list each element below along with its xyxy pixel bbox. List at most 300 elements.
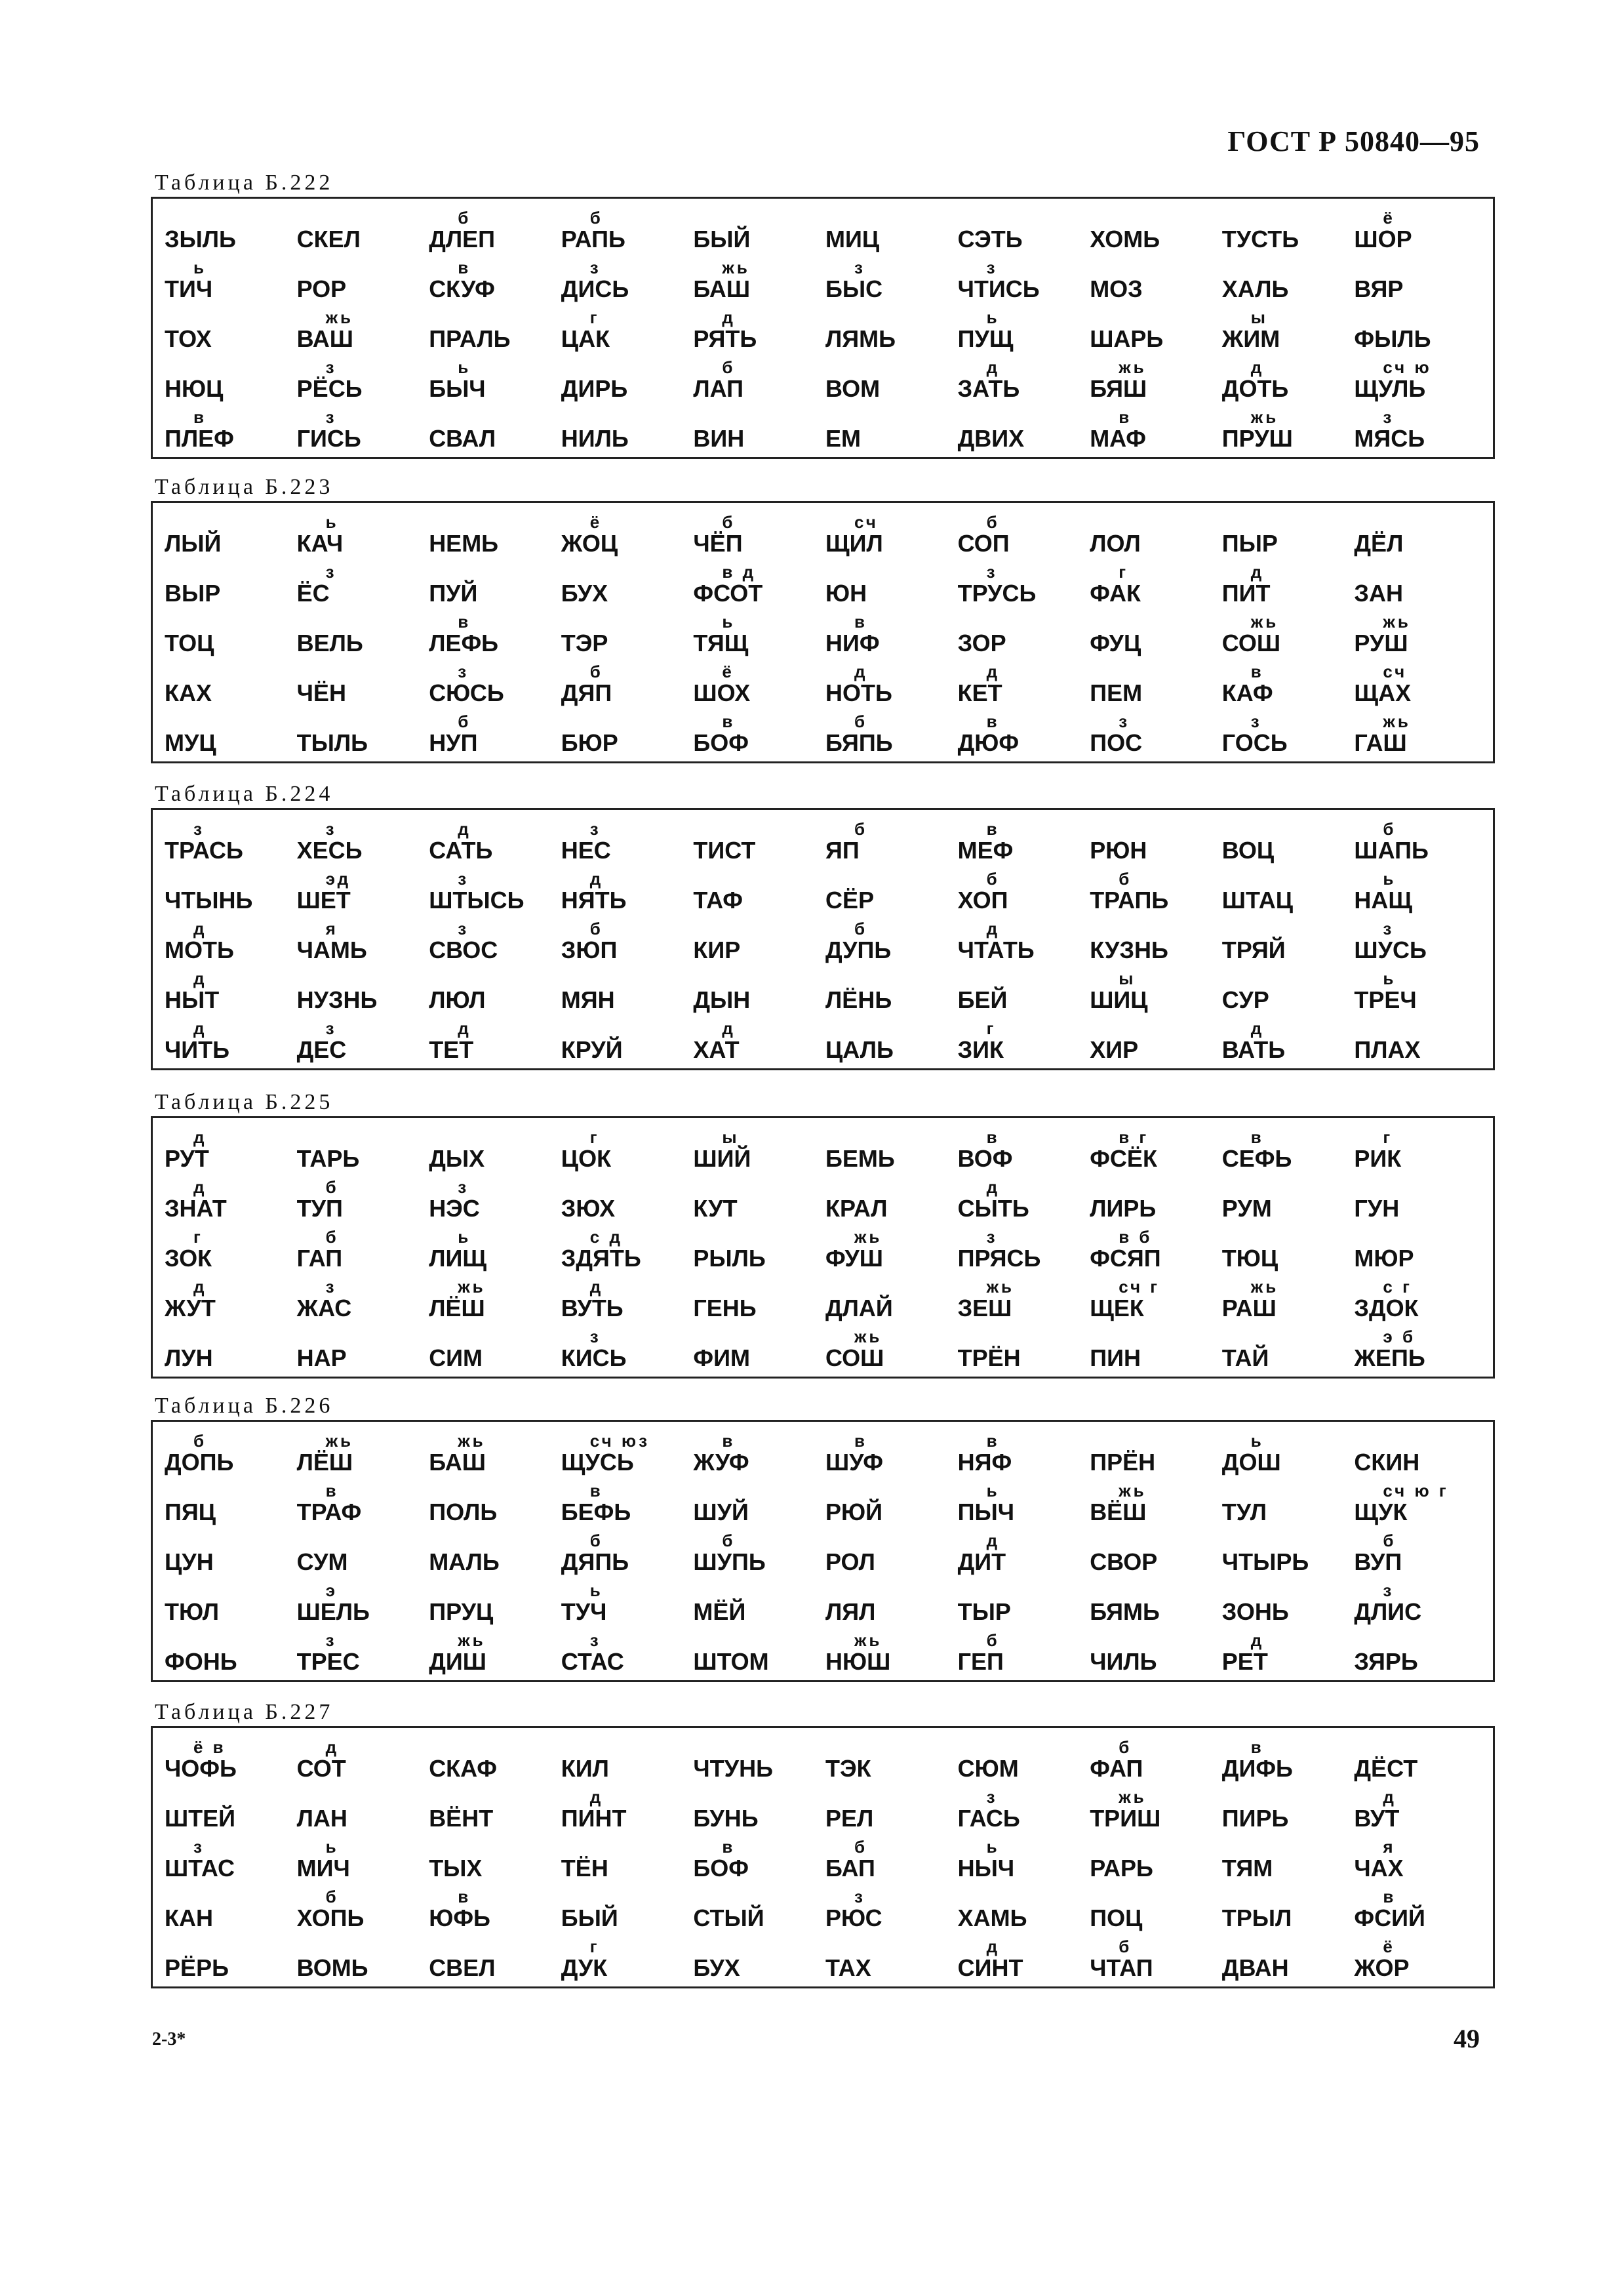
test-word: ВЁШ	[1090, 1499, 1147, 1525]
test-word: БОФ	[693, 729, 749, 756]
sound-annotation: в	[1250, 1737, 1264, 1757]
word-cell	[693, 1278, 825, 1328]
word-cell	[561, 663, 694, 713]
sound-annotation	[825, 1482, 958, 1499]
word-cell	[429, 1532, 561, 1582]
sound-annotation: д	[1250, 1630, 1265, 1650]
word-cell	[561, 259, 694, 309]
sound-annotation	[165, 209, 297, 226]
test-word: ТРЫЛ	[1221, 1904, 1292, 1931]
word-cell	[1222, 1178, 1355, 1228]
sound-annotation	[693, 209, 825, 226]
sound-annotation	[693, 1228, 825, 1245]
word-cell	[825, 409, 958, 458]
sound-annotation: в	[325, 1481, 339, 1500]
sound-annotation: д	[193, 1177, 207, 1197]
test-word: ТАРЬ	[296, 1145, 360, 1172]
sound-annotation: в	[986, 819, 1000, 839]
sound-annotation	[825, 1938, 958, 1955]
word-cell	[297, 563, 429, 613]
word-cell	[825, 1228, 958, 1278]
sound-annotation: б	[1119, 869, 1132, 889]
sound-annotation: ь	[458, 1227, 471, 1247]
word-cell	[825, 1582, 958, 1632]
word-cell	[561, 514, 694, 563]
test-word: НЫТ	[165, 986, 220, 1013]
sound-annotation	[165, 713, 297, 730]
word-grid	[165, 209, 1486, 451]
word-cell	[958, 309, 1090, 359]
sound-annotation: д	[986, 357, 1000, 377]
test-word: ЖОР	[1354, 1954, 1410, 1981]
word-cell	[958, 1788, 1090, 1838]
test-word: ДВИХ	[957, 425, 1025, 452]
test-word: РЮС	[825, 1904, 882, 1931]
sound-annotation: д	[193, 1277, 207, 1297]
test-word: НУЗНЬ	[296, 986, 378, 1013]
test-word: ЕМ	[825, 425, 861, 452]
word-cell	[429, 259, 561, 309]
word-cell	[429, 1278, 561, 1328]
test-word: КАН	[165, 1904, 213, 1931]
test-word: БЯПЬ	[825, 729, 893, 756]
test-word: ВУТ	[1354, 1805, 1400, 1832]
test-word: СВЕЛ	[429, 1954, 496, 1981]
sound-annotation	[297, 613, 429, 630]
word-cell	[297, 1178, 429, 1228]
word-cell	[1090, 1129, 1222, 1178]
word-cell	[825, 1129, 958, 1178]
sound-annotation: з	[458, 919, 469, 938]
test-word: БУХ	[693, 1954, 740, 1981]
word-cell	[165, 1228, 297, 1278]
sound-annotation	[1090, 663, 1222, 680]
test-word: ФИМ	[693, 1344, 750, 1371]
word-cell	[693, 1938, 825, 1988]
sound-annotation	[958, 209, 1090, 226]
test-word: НЕМЬ	[429, 530, 499, 557]
sound-annotation	[297, 970, 429, 987]
word-cell	[693, 259, 825, 309]
sound-annotation	[165, 514, 297, 531]
sound-annotation	[165, 563, 297, 580]
test-word: ВЫР	[165, 580, 221, 607]
test-word: НЯФ	[957, 1449, 1012, 1476]
sound-annotation: жь	[1383, 612, 1411, 632]
word-cell	[958, 1838, 1090, 1888]
sound-annotation: жь	[1250, 1277, 1279, 1297]
test-word: ВЯР	[1354, 275, 1404, 302]
sound-annotation	[1354, 563, 1486, 580]
test-word: ТУЧ	[561, 1598, 607, 1625]
word-cell	[958, 1938, 1090, 1988]
test-word: ШУФ	[825, 1449, 883, 1476]
test-word: ТРИШ	[1090, 1805, 1161, 1832]
sound-annotation	[1090, 1838, 1222, 1855]
sound-annotation	[1090, 1328, 1222, 1345]
word-cell	[297, 870, 429, 920]
test-word: РИК	[1354, 1145, 1402, 1172]
sound-annotation	[693, 1328, 825, 1345]
sound-annotation: д	[854, 662, 868, 681]
word-cell	[297, 409, 429, 458]
test-word: ХАТ	[693, 1036, 740, 1063]
sound-annotation: ы	[1119, 969, 1136, 988]
sound-annotation: д	[193, 919, 207, 938]
sound-annotation	[825, 970, 958, 987]
sound-annotation	[561, 409, 694, 426]
test-word: БЮР	[561, 729, 618, 756]
sound-annotation: б	[986, 512, 1000, 532]
test-word: СЮСЬ	[429, 679, 504, 706]
test-word: ТЭК	[825, 1755, 871, 1782]
sound-annotation	[561, 359, 694, 376]
sound-annotation: в	[722, 1837, 736, 1857]
test-word: ПОС	[1090, 729, 1143, 756]
test-word: ФСОТ	[693, 580, 763, 607]
word-cell	[297, 1482, 429, 1532]
test-word: ШУЙ	[693, 1499, 749, 1525]
word-cell	[1222, 514, 1355, 563]
sound-annotation	[1222, 1178, 1355, 1196]
word-cell	[1222, 1532, 1355, 1582]
word-cell	[825, 1432, 958, 1482]
sound-annotation: ь	[1383, 969, 1396, 988]
sound-annotation	[297, 1532, 429, 1549]
word-cell	[165, 1278, 297, 1328]
sound-annotation	[429, 970, 561, 987]
test-word: БЕМЬ	[825, 1145, 895, 1172]
sound-annotation: з	[589, 819, 601, 839]
table-title: Таблица Б.224	[155, 782, 334, 806]
test-word: САТЬ	[429, 837, 493, 864]
sound-annotation: жь	[854, 1327, 882, 1346]
test-word: ПЯЦ	[165, 1499, 216, 1525]
word-cell	[825, 1938, 958, 1988]
sound-annotation: б	[722, 512, 736, 532]
word-cell	[429, 1178, 561, 1228]
word-cell	[297, 359, 429, 409]
test-word: СТАС	[561, 1648, 624, 1675]
word-cell	[958, 870, 1090, 920]
sound-annotation	[429, 409, 561, 426]
sound-annotation	[693, 1888, 825, 1905]
test-word: ЧТАТЬ	[957, 937, 1035, 963]
test-word: ЗЮП	[561, 937, 618, 963]
sound-annotation	[1090, 1582, 1222, 1599]
sound-annotation: з	[325, 1277, 337, 1297]
sound-annotation: б	[589, 208, 603, 228]
sound-annotation: жь	[1250, 612, 1279, 632]
word-cell	[825, 1632, 958, 1682]
test-word: ТЕТ	[429, 1036, 474, 1063]
table-title: Таблица Б.225	[155, 1090, 334, 1114]
test-word: ЩУК	[1354, 1499, 1408, 1525]
sound-annotation	[825, 309, 958, 326]
sound-annotation: жь	[1119, 1787, 1147, 1807]
test-word: МЁЙ	[693, 1598, 746, 1625]
word-cell	[1090, 1838, 1222, 1888]
test-word: СОП	[957, 530, 1010, 557]
word-cell	[1354, 409, 1486, 458]
test-word: ЖИМ	[1221, 325, 1280, 352]
word-cell	[297, 713, 429, 763]
sound-annotation: жь	[854, 1227, 882, 1247]
word-cell	[429, 1632, 561, 1682]
sound-annotation	[561, 1020, 694, 1037]
test-word: ПРАЛЬ	[429, 325, 511, 352]
table-frame	[151, 1420, 1495, 1682]
word-cell	[1354, 870, 1486, 920]
sound-annotation: д	[193, 1018, 207, 1038]
word-cell	[297, 920, 429, 970]
sound-annotation	[1090, 613, 1222, 630]
sound-annotation	[958, 613, 1090, 630]
word-cell	[1354, 309, 1486, 359]
test-word: ЛЕФЬ	[429, 630, 499, 656]
sound-annotation: г	[589, 1127, 600, 1147]
word-cell	[429, 1328, 561, 1378]
word-cell	[297, 1582, 429, 1632]
word-cell	[693, 613, 825, 663]
test-word: ДОТЬ	[1221, 375, 1289, 402]
sound-annotation: в	[986, 1127, 1000, 1147]
word-cell	[561, 563, 694, 613]
test-word: ДЛЕП	[429, 226, 495, 252]
page-number: 49	[1454, 2024, 1480, 2053]
word-cell	[165, 970, 297, 1020]
test-word: ЗЯРЬ	[1354, 1648, 1418, 1675]
sound-annotation	[1222, 1532, 1355, 1549]
test-word: ПЕМ	[1090, 679, 1143, 706]
word-cell	[693, 663, 825, 713]
sound-annotation	[825, 1739, 958, 1756]
word-cell	[165, 820, 297, 870]
test-word: ШОХ	[693, 679, 751, 706]
sound-annotation	[165, 1788, 297, 1805]
word-cell	[1222, 613, 1355, 663]
word-cell	[429, 1228, 561, 1278]
word-cell	[165, 1838, 297, 1888]
sound-annotation	[693, 409, 825, 426]
word-cell	[1090, 259, 1222, 309]
word-cell	[561, 1432, 694, 1482]
word-cell	[297, 613, 429, 663]
sound-annotation	[1354, 259, 1486, 276]
word-cell	[429, 409, 561, 458]
word-cell	[1222, 1482, 1355, 1532]
word-cell	[1354, 970, 1486, 1020]
word-cell	[561, 1228, 694, 1278]
word-cell	[561, 970, 694, 1020]
sound-annotation: з	[1383, 407, 1395, 427]
word-cell	[958, 409, 1090, 458]
test-word: ПРУЦ	[429, 1598, 494, 1625]
sound-annotation	[958, 1739, 1090, 1756]
word-grid	[165, 1129, 1486, 1370]
word-cell	[165, 613, 297, 663]
test-word: ЖЕПЬ	[1354, 1344, 1425, 1371]
sound-annotation	[561, 563, 694, 580]
test-word: ХИР	[1090, 1036, 1139, 1063]
test-word: ЧЁП	[693, 530, 743, 557]
sound-annotation: ё	[1383, 1937, 1395, 1956]
test-word: МОЗ	[1090, 275, 1143, 302]
word-cell	[1090, 1788, 1222, 1838]
sound-annotation: з	[325, 1018, 337, 1038]
table-frame	[151, 1726, 1495, 1988]
sound-annotation: з	[986, 258, 998, 277]
table-frame	[151, 1116, 1495, 1379]
sound-annotation	[825, 1788, 958, 1805]
word-cell	[1222, 1328, 1355, 1378]
test-word: НУП	[429, 729, 478, 756]
word-cell	[561, 1788, 694, 1838]
word-cell	[958, 1328, 1090, 1378]
word-cell	[165, 563, 297, 613]
sound-annotation: сч ю	[1383, 357, 1432, 377]
sound-annotation: б	[986, 1630, 1000, 1650]
word-cell	[297, 1739, 429, 1788]
sound-annotation: в г	[1119, 1127, 1149, 1147]
word-table	[151, 780, 1495, 1070]
sound-annotation: б	[458, 208, 471, 228]
sound-annotation	[429, 309, 561, 326]
sound-annotation	[1090, 920, 1222, 937]
test-word: ГАП	[296, 1245, 343, 1272]
test-word: ЛЮЛ	[429, 986, 486, 1013]
sound-annotation: жь	[325, 308, 354, 327]
sound-annotation	[1090, 820, 1222, 837]
word-cell	[825, 663, 958, 713]
test-word: КУЗНЬ	[1090, 937, 1168, 963]
sound-annotation: ь	[325, 1837, 339, 1857]
word-cell	[561, 1129, 694, 1178]
test-word: ПИН	[1090, 1344, 1141, 1371]
sound-annotation: д	[986, 1531, 1000, 1550]
sound-annotation	[693, 920, 825, 937]
word-cell	[1222, 1129, 1355, 1178]
test-word: ПИТ	[1221, 580, 1271, 607]
test-word: ТРЁН	[957, 1344, 1021, 1371]
sound-annotation: с д	[589, 1227, 623, 1247]
word-cell	[958, 1178, 1090, 1228]
test-word: ТЫЛЬ	[296, 729, 368, 756]
test-word: ШЕТ	[296, 887, 351, 914]
word-cell	[825, 1888, 958, 1938]
test-word: ФСИЙ	[1354, 1904, 1425, 1931]
word-cell	[1222, 1632, 1355, 1682]
word-cell	[297, 514, 429, 563]
sound-annotation: б	[1119, 1737, 1132, 1757]
test-word: НАЩ	[1354, 887, 1413, 914]
sound-annotation: в	[986, 712, 1000, 731]
test-word: ШУПЬ	[693, 1548, 766, 1575]
sound-annotation	[693, 1788, 825, 1805]
sound-annotation: жь	[1119, 1481, 1147, 1500]
word-cell	[958, 1582, 1090, 1632]
sound-annotation	[165, 1328, 297, 1345]
word-cell	[429, 1888, 561, 1938]
sound-annotation	[1222, 920, 1355, 937]
sound-annotation: б	[1383, 1531, 1396, 1550]
test-word: ПЫР	[1221, 530, 1278, 557]
word-cell	[693, 409, 825, 458]
test-word: ЧТЫНЬ	[165, 887, 253, 914]
word-cell	[825, 1739, 958, 1788]
test-word: ПИРЬ	[1221, 1805, 1289, 1832]
test-word: МЕФ	[957, 837, 1014, 864]
word-cell	[693, 820, 825, 870]
sound-annotation	[693, 970, 825, 987]
sound-annotation: в д	[722, 562, 757, 582]
word-cell	[825, 1788, 958, 1838]
test-word: ШТЫСЬ	[429, 887, 525, 914]
word-cell	[165, 870, 297, 920]
test-word: ЗДЯТЬ	[561, 1245, 641, 1272]
word-cell	[429, 713, 561, 763]
sound-annotation	[429, 1838, 561, 1855]
sound-annotation	[1354, 1178, 1486, 1196]
word-cell	[1090, 970, 1222, 1020]
test-word: РЁСЬ	[296, 375, 363, 402]
test-word: ЧТИСЬ	[957, 275, 1040, 302]
test-word: ДИСЬ	[561, 275, 629, 302]
sound-annotation	[1090, 1432, 1222, 1449]
sound-annotation: з	[986, 1787, 998, 1807]
sound-annotation	[561, 1739, 694, 1756]
sound-annotation: б	[1383, 819, 1396, 839]
word-cell	[825, 1278, 958, 1328]
test-word: ШАРЬ	[1090, 325, 1164, 352]
test-word: ЗЫЛЬ	[165, 226, 236, 252]
test-word: КРУЙ	[561, 1036, 623, 1063]
test-word: ТАХ	[825, 1954, 871, 1981]
test-word: РУШ	[1354, 630, 1408, 656]
word-cell	[825, 1482, 958, 1532]
test-word: ГОСЬ	[1221, 729, 1288, 756]
word-cell	[297, 1938, 429, 1988]
word-cell	[561, 1532, 694, 1582]
test-word: ФАК	[1090, 580, 1141, 607]
sound-annotation: в	[193, 407, 207, 427]
sound-annotation	[1222, 514, 1355, 531]
word-cell	[958, 1532, 1090, 1582]
test-word: ШОР	[1354, 226, 1412, 252]
word-cell	[693, 1129, 825, 1178]
word-cell	[825, 514, 958, 563]
word-cell	[1222, 713, 1355, 763]
sound-annotation: б	[589, 1531, 603, 1550]
test-word: ЧИЛЬ	[1090, 1648, 1157, 1675]
word-cell	[693, 920, 825, 970]
sound-annotation	[165, 1482, 297, 1499]
word-cell	[561, 1888, 694, 1938]
word-cell	[693, 563, 825, 613]
word-cell	[958, 514, 1090, 563]
sound-annotation	[1354, 514, 1486, 531]
sound-annotation: з	[1250, 712, 1262, 731]
sound-annotation: ь	[986, 1837, 1000, 1857]
word-cell	[297, 1129, 429, 1178]
sound-annotation	[429, 1532, 561, 1549]
test-word: ЧАМЬ	[296, 937, 367, 963]
sound-annotation	[165, 359, 297, 376]
sound-annotation: д	[589, 869, 604, 889]
word-cell	[693, 359, 825, 409]
table-title: Таблица Б.222	[155, 171, 334, 195]
test-word: ЧТУНЬ	[693, 1755, 773, 1782]
